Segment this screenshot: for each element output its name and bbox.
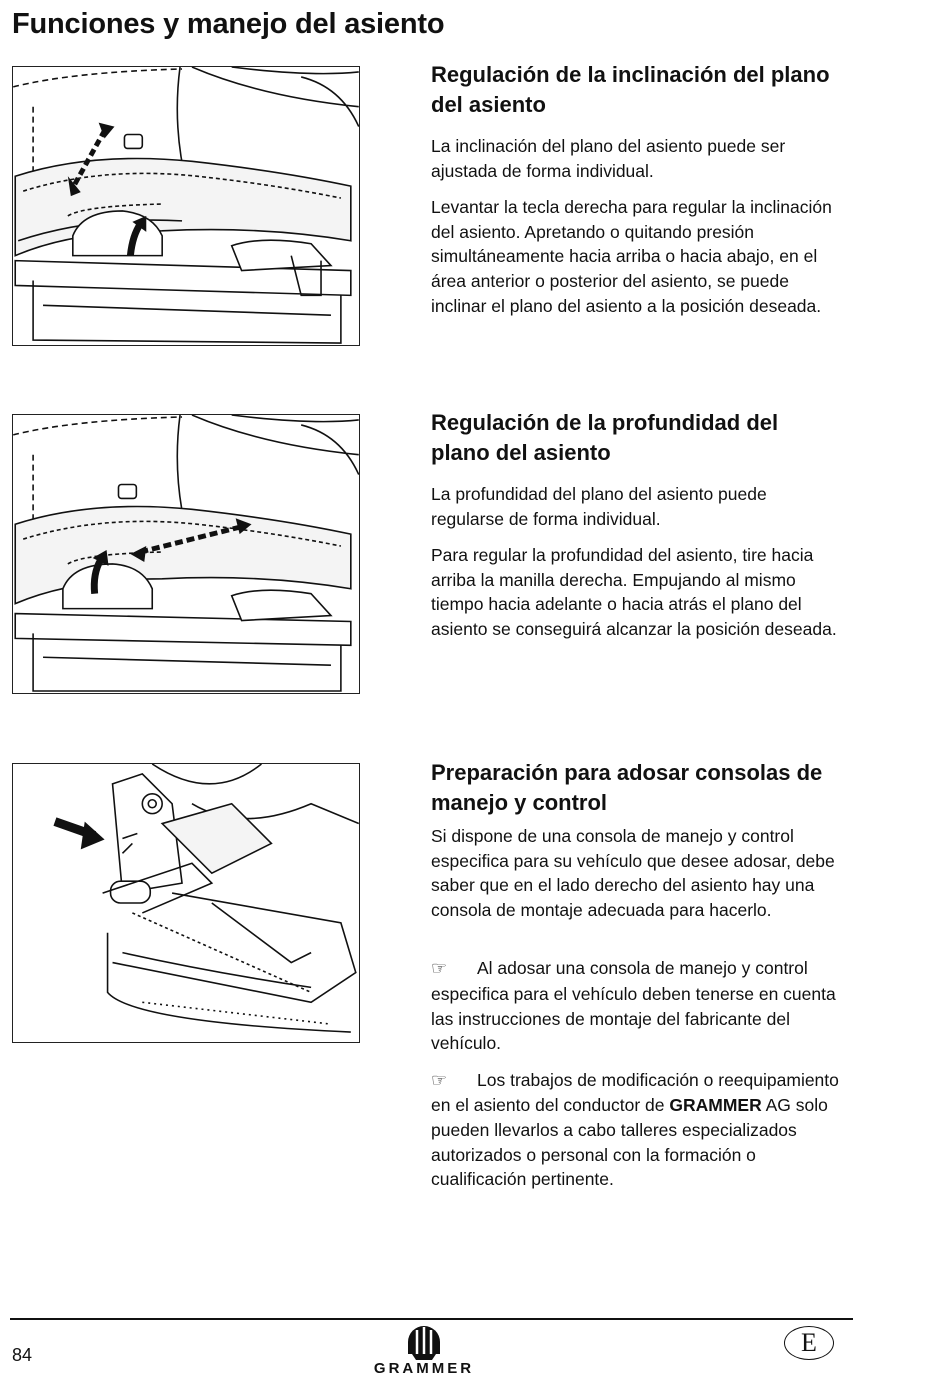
seat-tilt-drawing xyxy=(13,67,359,345)
seat-depth-heading: Regulación de la profundidad del plano del asiento xyxy=(431,410,779,465)
grammer-logo-icon xyxy=(404,1324,444,1360)
seat-depth-drawing xyxy=(13,415,359,693)
note-workshops-text-before: Los trabajos de modificación o reequipamiento en el asiento del conductor de xyxy=(431,1069,839,1116)
console-mount-heading: Preparación para adosar consolas de manejo y control xyxy=(431,760,823,815)
seat-tilt-illustration xyxy=(12,66,360,346)
console-mount-intro: Si dispone de una consola de manejo y control especifica para su vehículo que desee adosar, debe saber que en el lado derecho del asiento hay una consola de montaje adecuada para hacerlo. xyxy=(431,826,835,920)
logo-wordmark: GRAMMER xyxy=(373,1360,475,1377)
note-manufacturer-instructions xyxy=(431,956,841,1055)
seat-depth-section xyxy=(431,408,841,654)
seat-depth-instructions: Para regular la profundidad del asiento, tire hacia arriba la manilla derecha. Empujando al mismo tiempo hacia adelante o hacia atrás el plano del asiento se conseguirá alcanzar la posición deseada. xyxy=(431,545,837,639)
note-workshops-text-after: AG solo pueden llevarlos a cabo talleres especializados autorizados o personal con la formación o cualificación pertinente. xyxy=(431,1095,828,1190)
console-mount-illustration xyxy=(12,763,360,1043)
pointing-hand-icon: ☞ xyxy=(431,958,448,980)
note-authorized-workshops xyxy=(431,1068,841,1192)
grammer-logo xyxy=(368,1324,480,1377)
console-mount-section xyxy=(431,758,841,1204)
note-workshops-brand: GRAMMER xyxy=(669,1095,762,1116)
note-manufacturer-text: Al adosar una consola de manejo y control especifica para el vehículo deben tenerse en cuenta las instrucciones de montaje del fabricante del vehículo. xyxy=(431,958,836,1054)
seat-tilt-instructions: Levantar la tecla derecha para regular la inclinación del asiento. Apretando o quitando presión simultáneamente hacia arriba o hacia abajo, en el área anterior o posterior del asiento, se puede inclinar el plano del asiento a la posición deseada. xyxy=(431,197,832,316)
seat-tilt-section xyxy=(431,60,841,330)
page-title: Funciones y manejo del asiento xyxy=(12,8,445,40)
language-badge: E xyxy=(784,1326,834,1360)
console-mount-drawing xyxy=(13,764,359,1042)
seat-depth-illustration xyxy=(12,414,360,694)
footer-divider xyxy=(10,1318,853,1320)
seat-tilt-heading: Regulación de la inclinación del plano del asiento xyxy=(431,62,830,117)
seat-tilt-intro: La inclinación del plano del asiento puede ser ajustada de forma individual. xyxy=(431,136,786,181)
page-number: 84 xyxy=(12,1345,33,1365)
pointing-hand-icon: ☞ xyxy=(431,1069,448,1091)
seat-depth-intro: La profundidad del plano del asiento puede regularse de forma individual. xyxy=(431,484,767,529)
